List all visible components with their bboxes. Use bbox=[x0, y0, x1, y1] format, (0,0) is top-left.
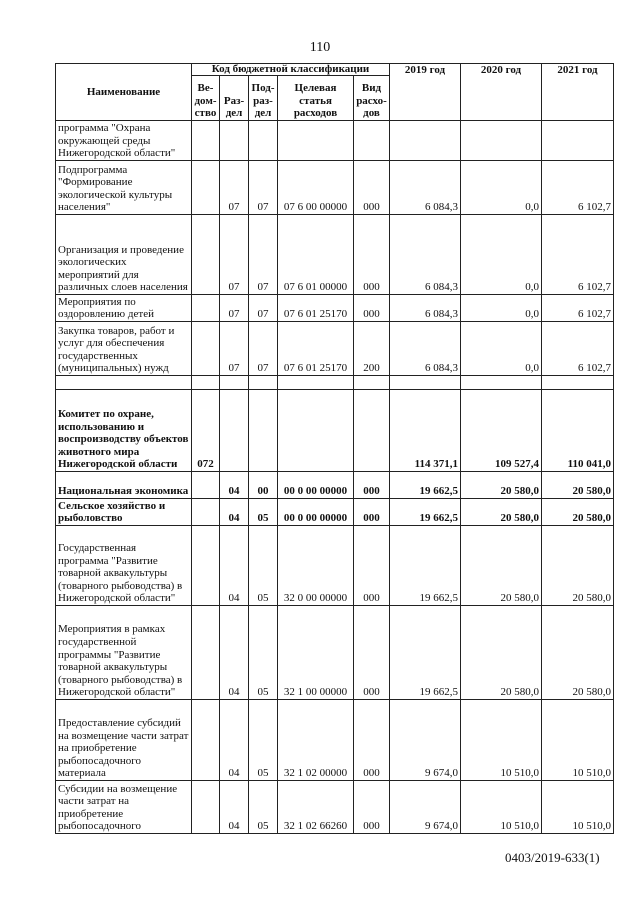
row-2020: 0,0 bbox=[461, 295, 542, 322]
header-vid: Вид расхо- дов bbox=[354, 76, 390, 121]
row-name: Мероприятия по оздоровлению детей bbox=[56, 295, 192, 322]
row-vedomstvo bbox=[192, 526, 220, 606]
table-row bbox=[56, 215, 614, 295]
row-celevaya: 32 1 02 66260 bbox=[278, 781, 354, 834]
row-name: Организация и проведение экологических мероприятий для различных слоев населения bbox=[56, 215, 192, 295]
row-2021: 20 580,0 bbox=[542, 499, 614, 526]
row-podrazdel: 05 bbox=[249, 499, 278, 526]
row-podrazdel bbox=[249, 121, 278, 161]
table-row bbox=[56, 121, 614, 161]
row-razdel: 04 bbox=[220, 499, 249, 526]
table-row bbox=[56, 781, 614, 834]
row-razdel: 07 bbox=[220, 161, 249, 215]
row-podrazdel: 07 bbox=[249, 215, 278, 295]
row-podrazdel: 00 bbox=[249, 472, 278, 499]
row-celevaya bbox=[278, 390, 354, 472]
header-podrazdel: Под- раз- дел bbox=[249, 76, 278, 121]
row-podrazdel bbox=[249, 390, 278, 472]
row-2019: 114 371,1 bbox=[390, 390, 461, 472]
row-2019 bbox=[390, 376, 461, 390]
row-2020: 20 580,0 bbox=[461, 499, 542, 526]
row-name: Комитет по охране, использованию и воспроизводству объектов животного мира Нижегородской области bbox=[56, 390, 192, 472]
table-row bbox=[56, 161, 614, 215]
row-2020: 10 510,0 bbox=[461, 700, 542, 781]
row-vedomstvo bbox=[192, 376, 220, 390]
row-vedomstvo bbox=[192, 472, 220, 499]
budget-table bbox=[55, 63, 614, 834]
row-celevaya: 07 6 00 00000 bbox=[278, 161, 354, 215]
header-2020: 2020 год bbox=[461, 64, 542, 121]
table-row bbox=[56, 499, 614, 526]
row-2019: 6 084,3 bbox=[390, 295, 461, 322]
row-vedomstvo bbox=[192, 499, 220, 526]
row-2021: 6 102,7 bbox=[542, 322, 614, 376]
row-celevaya: 00 0 00 00000 bbox=[278, 499, 354, 526]
table-row bbox=[56, 322, 614, 376]
row-celevaya: 32 0 00 00000 bbox=[278, 526, 354, 606]
row-2021: 10 510,0 bbox=[542, 781, 614, 834]
row-podrazdel bbox=[249, 376, 278, 390]
table-row bbox=[56, 606, 614, 700]
header-2021: 2021 год bbox=[542, 64, 614, 121]
row-2020: 20 580,0 bbox=[461, 472, 542, 499]
row-2020: 109 527,4 bbox=[461, 390, 542, 472]
row-2019: 9 674,0 bbox=[390, 781, 461, 834]
row-vedomstvo: 072 bbox=[192, 390, 220, 472]
document-code: 0403/2019-633(1) bbox=[505, 850, 600, 865]
table-row bbox=[56, 700, 614, 781]
row-vedomstvo bbox=[192, 781, 220, 834]
row-2021: 6 102,7 bbox=[542, 161, 614, 215]
header-2019: 2019 год bbox=[390, 64, 461, 121]
table-row bbox=[56, 295, 614, 322]
row-razdel bbox=[220, 121, 249, 161]
row-2020: 10 510,0 bbox=[461, 781, 542, 834]
row-vid: 200 bbox=[354, 322, 390, 376]
row-2021 bbox=[542, 121, 614, 161]
row-vid: 000 bbox=[354, 606, 390, 700]
row-vid: 000 bbox=[354, 295, 390, 322]
row-2020: 0,0 bbox=[461, 322, 542, 376]
row-2021: 6 102,7 bbox=[542, 215, 614, 295]
table-row bbox=[56, 376, 614, 390]
row-name: программа "Охрана окружающей среды Нижегородской области" bbox=[56, 121, 192, 161]
row-2019: 19 662,5 bbox=[390, 526, 461, 606]
row-2020 bbox=[461, 376, 542, 390]
row-2021: 20 580,0 bbox=[542, 606, 614, 700]
row-vedomstvo bbox=[192, 606, 220, 700]
row-2019: 19 662,5 bbox=[390, 472, 461, 499]
row-celevaya: 07 6 01 00000 bbox=[278, 215, 354, 295]
row-2020: 20 580,0 bbox=[461, 526, 542, 606]
row-podrazdel: 07 bbox=[249, 161, 278, 215]
header-celevaya: Целевая статья расходов bbox=[278, 76, 354, 121]
row-celevaya: 00 0 00 00000 bbox=[278, 472, 354, 499]
row-razdel: 04 bbox=[220, 700, 249, 781]
row-name: Предоставление субсидий на возмещение части затрат на приобретение рыбопосадочного материала bbox=[56, 700, 192, 781]
row-name: Подпрограмма "Формирование экологической культуры населения" bbox=[56, 161, 192, 215]
row-vedomstvo bbox=[192, 295, 220, 322]
row-2019: 6 084,3 bbox=[390, 161, 461, 215]
row-celevaya: 32 1 00 00000 bbox=[278, 606, 354, 700]
row-celevaya bbox=[278, 376, 354, 390]
row-2019: 6 084,3 bbox=[390, 322, 461, 376]
row-vid: 000 bbox=[354, 472, 390, 499]
row-2021: 20 580,0 bbox=[542, 526, 614, 606]
row-name: Мероприятия в рамках государственной программы "Развитие товарной аквакультуры (товарного рыбоводства) в Нижегородской области" bbox=[56, 606, 192, 700]
row-name: Национальная экономика bbox=[56, 472, 192, 499]
row-vedomstvo bbox=[192, 121, 220, 161]
table-row bbox=[56, 390, 614, 472]
page-number: 110 bbox=[309, 40, 331, 55]
row-podrazdel: 05 bbox=[249, 606, 278, 700]
row-vid bbox=[354, 376, 390, 390]
row-celevaya: 07 6 01 25170 bbox=[278, 295, 354, 322]
row-vid bbox=[354, 390, 390, 472]
table-row bbox=[56, 472, 614, 499]
row-name bbox=[56, 376, 192, 390]
row-razdel: 04 bbox=[220, 526, 249, 606]
row-razdel: 04 bbox=[220, 781, 249, 834]
row-razdel: 07 bbox=[220, 295, 249, 322]
row-razdel: 04 bbox=[220, 606, 249, 700]
row-vid bbox=[354, 121, 390, 161]
header-name: Наименование bbox=[56, 64, 192, 121]
row-2019: 6 084,3 bbox=[390, 215, 461, 295]
row-2021: 20 580,0 bbox=[542, 472, 614, 499]
row-name: Сельское хозяйство и рыболовство bbox=[56, 499, 192, 526]
row-vedomstvo bbox=[192, 700, 220, 781]
row-vid: 000 bbox=[354, 161, 390, 215]
row-2020: 20 580,0 bbox=[461, 606, 542, 700]
row-razdel: 07 bbox=[220, 215, 249, 295]
row-podrazdel: 05 bbox=[249, 781, 278, 834]
row-2019 bbox=[390, 121, 461, 161]
row-2019: 9 674,0 bbox=[390, 700, 461, 781]
row-vedomstvo bbox=[192, 322, 220, 376]
row-vid: 000 bbox=[354, 215, 390, 295]
row-razdel bbox=[220, 376, 249, 390]
row-celevaya: 32 1 02 00000 bbox=[278, 700, 354, 781]
row-2021: 10 510,0 bbox=[542, 700, 614, 781]
row-podrazdel: 05 bbox=[249, 526, 278, 606]
row-name: Субсидии на возмещение части затрат на приобретение рыбопосадочного bbox=[56, 781, 192, 834]
table-row bbox=[56, 526, 614, 606]
header-group: Код бюджетной классификации bbox=[192, 64, 390, 76]
row-podrazdel: 07 bbox=[249, 295, 278, 322]
row-celevaya: 07 6 01 25170 bbox=[278, 322, 354, 376]
row-razdel bbox=[220, 390, 249, 472]
row-2020: 0,0 bbox=[461, 161, 542, 215]
row-2021: 6 102,7 bbox=[542, 295, 614, 322]
row-vedomstvo bbox=[192, 161, 220, 215]
row-2019: 19 662,5 bbox=[390, 606, 461, 700]
row-2021 bbox=[542, 376, 614, 390]
row-name: Закупка товаров, работ и услуг для обеспечения государственных (муниципальных) нужд bbox=[56, 322, 192, 376]
row-razdel: 04 bbox=[220, 472, 249, 499]
row-2020: 0,0 bbox=[461, 215, 542, 295]
row-vid: 000 bbox=[354, 700, 390, 781]
row-podrazdel: 07 bbox=[249, 322, 278, 376]
header-razdel: Раз- дел bbox=[220, 76, 249, 121]
header-vedomstvo: Ве- дом- ство bbox=[192, 76, 220, 121]
row-2020 bbox=[461, 121, 542, 161]
row-vid: 000 bbox=[354, 781, 390, 834]
row-vid: 000 bbox=[354, 499, 390, 526]
row-vedomstvo bbox=[192, 215, 220, 295]
row-celevaya bbox=[278, 121, 354, 161]
row-2019: 19 662,5 bbox=[390, 499, 461, 526]
row-vid: 000 bbox=[354, 526, 390, 606]
row-podrazdel: 05 bbox=[249, 700, 278, 781]
row-2021: 110 041,0 bbox=[542, 390, 614, 472]
row-razdel: 07 bbox=[220, 322, 249, 376]
row-name: Государственная программа "Развитие товарной аквакультуры (товарного рыбоводства) в Нижегородской области" bbox=[56, 526, 192, 606]
